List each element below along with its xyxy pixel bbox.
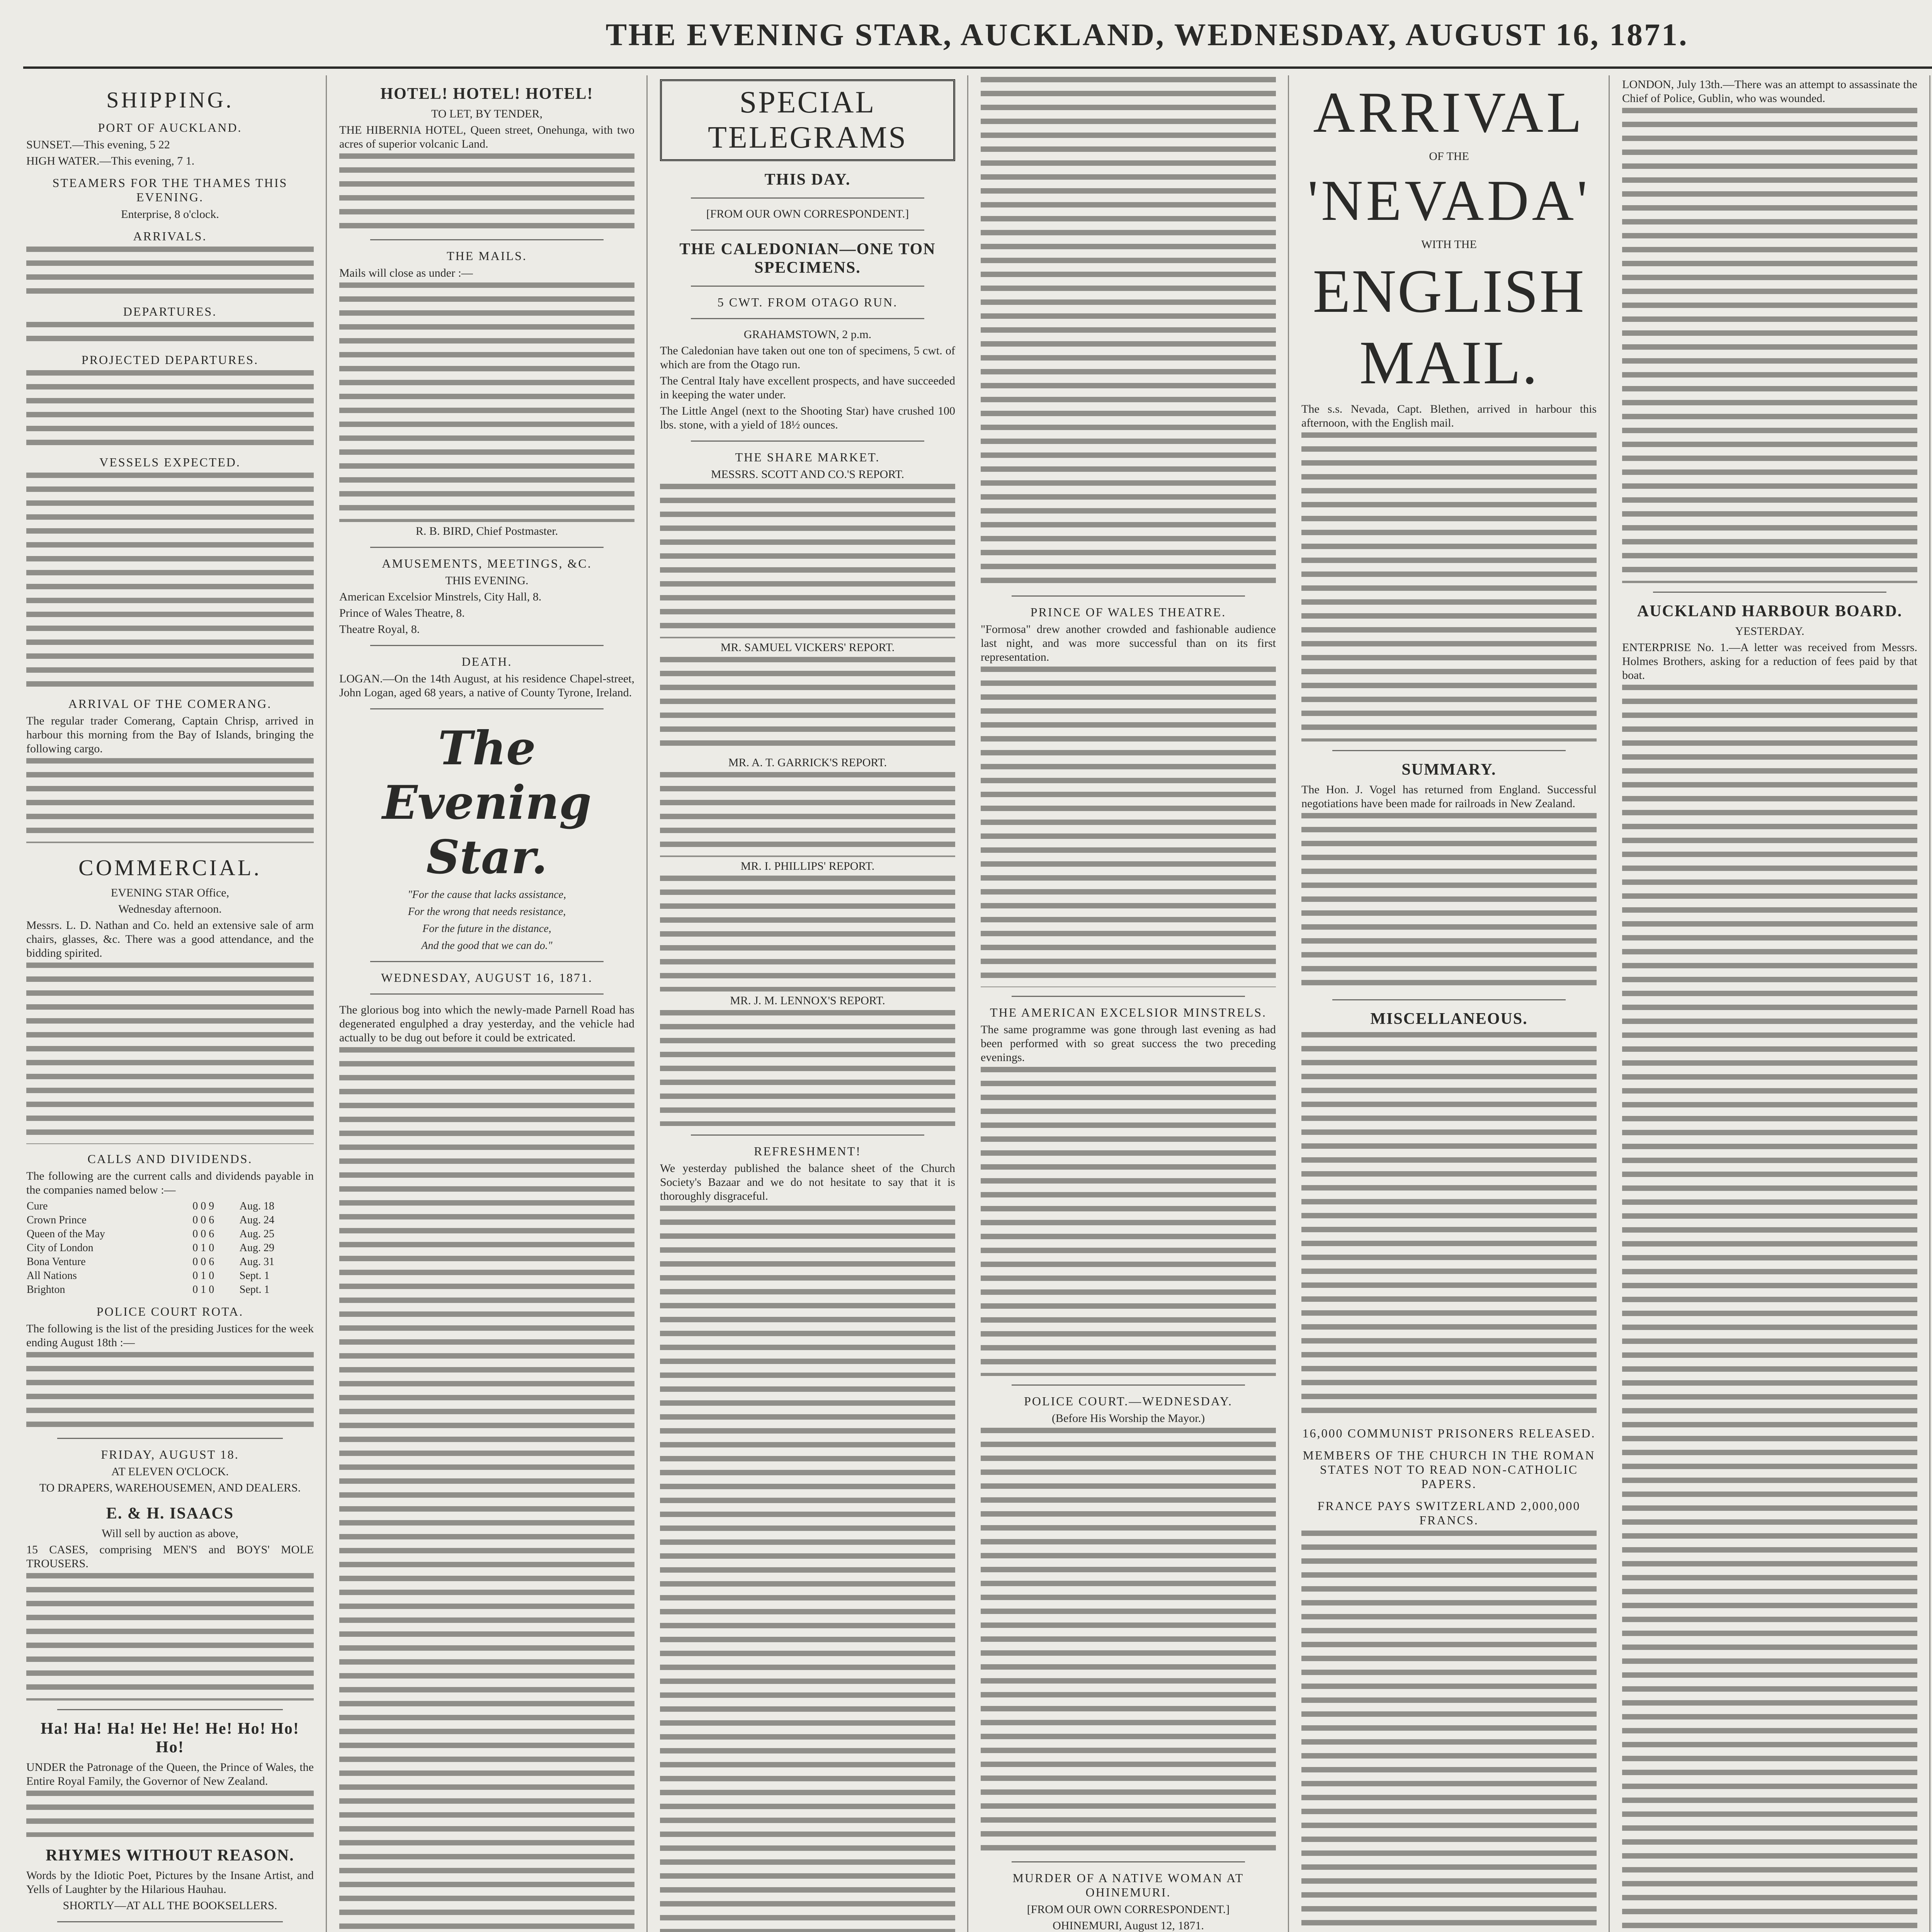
text-block (660, 657, 955, 753)
drapers-line: TO DRAPERS, WAREHOUSEMEN, AND DEALERS. (39, 1481, 301, 1494)
motto-line: "For the cause that lacks assistance, (408, 889, 566, 901)
harbour-text: ENTERPRISE No. 1.—A letter was received from Messrs. Holmes Brothers, asking for a reduction of fees paid by that boat. (1622, 641, 1917, 682)
text-block (26, 1791, 314, 1837)
divider (1653, 592, 1886, 593)
calls-table (26, 1199, 314, 1297)
nevada-title: 'NEVADA' (1308, 168, 1590, 233)
table-row: Crown Prince 0 0 6 Aug. 24 (27, 1214, 274, 1226)
france-pays-heading: FRANCE PAYS SWITZERLAND 2,000,000 FRANCS. (1317, 1499, 1581, 1527)
table-row: Brighton 0 1 0 Sept. 1 (27, 1284, 270, 1296)
column-rule (967, 75, 968, 1932)
divider (1012, 996, 1245, 997)
summary-text: The Hon. J. Vogel has returned from England. Successful negotiations have been made for railroads in New Zealand. (1301, 783, 1597, 810)
column-2 (328, 75, 645, 1932)
powt-text: "Formosa" drew another crowded and fashionable audience last night, and was more successful than on its first representation. (981, 623, 1276, 663)
divider (1012, 1861, 1245, 1862)
sunset: SUNSET.—This evening, 5 22 (26, 138, 170, 151)
divider (1332, 999, 1566, 1000)
powt-heading: PRINCE OF WALES THEATRE. (1030, 605, 1226, 619)
little-angel: The Little Angel (next to the Shooting Star) have crushed 100 lbs. stone, with a yield of 18½ ounces. (660, 405, 955, 431)
text-block (660, 1206, 955, 1932)
table-row: Queen of the May 0 0 6 Aug. 25 (27, 1228, 274, 1240)
text-block (26, 758, 314, 843)
eleven: AT ELEVEN O'CLOCK. (111, 1465, 229, 1478)
report-heading: MR. A. T. GARRICK'S REPORT. (728, 756, 887, 769)
rhymes-sub: Words by the Idiotic Poet, Pictures by the Insane Artist, and Yells of Laughter by the Hilarious Hauhau. (26, 1869, 314, 1896)
divider (1012, 1384, 1245, 1386)
comerang-heading: ARRIVAL OF THE COMERANG. (68, 697, 272, 711)
arrival-text: The s.s. Nevada, Capt. Blethen, arrived in harbour this afternoon, with the English mail. (1301, 403, 1597, 429)
police-court-heading: POLICE COURT.—WEDNESDAY. (1024, 1394, 1233, 1408)
commercial-text: Messrs. L. D. Nathan and Co. held an extensive sale of arm chairs, glasses, &c. There was a good attendance, and the bidding spirited. (26, 919, 314, 959)
report-heading: MR. SAMUEL VICKERS' REPORT. (720, 641, 895, 654)
motto-line: And the good that we can do." (421, 940, 553, 952)
arrivals-heading: ARRIVALS. (133, 229, 207, 243)
amusements-heading: AMUSEMENTS, MEETINGS, &C. (382, 556, 592, 570)
harbour-heading: AUCKLAND HARBOUR BOARD. (1637, 602, 1903, 620)
comerang-text: The regular trader Comerang, Captain Chrisp, arrived in harbour this morning from the Bay of Islands, bringing the following cargo. (26, 714, 314, 755)
paper-name: The Evening Star. (382, 721, 592, 884)
of-the: OF THE (1429, 150, 1469, 163)
text-block (1301, 813, 1597, 991)
divider (691, 1134, 924, 1136)
text-block (981, 1067, 1276, 1376)
text-block (660, 876, 955, 992)
column-rule (1288, 75, 1289, 1932)
church-heading: MEMBERS OF THE CHURCH IN THE ROMAN STATES NOT TO READ NON-CATHOLIC PAPERS. (1303, 1448, 1595, 1491)
text-block (1301, 432, 1597, 742)
murder-sub: [FROM OUR OWN CORRESPONDENT.] (1027, 1903, 1230, 1916)
divider (691, 230, 924, 231)
minstrels-heading: THE AMERICAN EXCELSIOR MINSTRELS. (990, 1005, 1267, 1019)
communist-heading: 16,000 COMMUNIST PRISONERS RELEASED. (1302, 1426, 1596, 1440)
report-heading: MR. I. PHILLIPS' REPORT. (740, 860, 875, 872)
central-italy: The Central Italy have excellent prospects, and have succeeded in keeping the water under. (660, 374, 955, 401)
text-block (26, 370, 314, 447)
haha-heading: Ha! Ha! Ha! He! He! He! Ho! Ho! Ho! (41, 1720, 299, 1756)
refreshment-text: We yesterday published the balance sheet of the Church Society's Bazaar and we do not hesitate to say that it is thoroughly disgraceful. (660, 1162, 955, 1202)
divider (370, 239, 604, 240)
text-block (26, 1352, 314, 1429)
masthead-rule (23, 66, 1932, 69)
column-rule (1929, 75, 1930, 1932)
column-rule (1609, 75, 1610, 1932)
postmaster: R. B. BIRD, Chief Postmaster. (415, 525, 558, 537)
commercial-office: EVENING STAR Office, (111, 886, 230, 899)
divider (691, 318, 924, 319)
amusement-item: Theatre Royal, 8. (339, 623, 420, 636)
table-row: Bona Venture 0 0 6 Aug. 31 (27, 1256, 274, 1268)
projected-heading: PROJECTED DEPARTURES. (81, 353, 259, 367)
text-block (981, 667, 1276, 987)
enterprise: Enterprise, 8 o'clock. (121, 208, 219, 221)
text-block (660, 1010, 955, 1126)
masthead-title: THE EVENING STAR, AUCKLAND, WEDNESDAY, AUGUST 16, 1871. (605, 17, 1689, 52)
high-water: HIGH WATER.—This evening, 7 1. (26, 155, 195, 167)
column-rule (646, 75, 648, 1932)
paper-date: WEDNESDAY, AUGUST 16, 1871. (381, 971, 593, 985)
report-heading: MR. J. M. LENNOX'S REPORT. (730, 994, 885, 1007)
text-block (26, 473, 314, 689)
this-evening: THIS EVENING. (445, 574, 529, 587)
let-by-tender: TO LET, BY TENDER, (431, 107, 543, 120)
steamers-heading: STEAMERS FOR THE THAMES THIS EVENING. (52, 176, 288, 204)
isaacs: E. & H. ISAACS (106, 1505, 234, 1522)
police-court-sub: (Before His Worship the Mayor.) (1051, 1412, 1205, 1425)
rhymes-heading: RHYMES WITHOUT REASON. (46, 1847, 294, 1864)
mails-heading: THE MAILS. (447, 249, 527, 263)
calls-intro: The following are the current calls and dividends payable in the companies named below :— (26, 1170, 314, 1196)
text-block (1301, 1531, 1597, 1932)
refreshment-heading: REFRESHMENT! (754, 1144, 861, 1158)
share-market-heading: THE SHARE MARKET. (735, 450, 880, 464)
commercial-heading: COMMERCIAL. (78, 855, 262, 880)
text-block (26, 963, 314, 1144)
police-rota-text: The following is the list of the presiding Justices for the week ending August 18th :— (26, 1322, 314, 1349)
divider (57, 1709, 283, 1710)
port-heading: PORT OF AUCKLAND. (98, 121, 242, 134)
text-block (26, 1573, 314, 1701)
divider (370, 961, 604, 962)
text-block (26, 247, 314, 297)
amusement-item: Prince of Wales Theatre, 8. (339, 607, 465, 619)
divider (370, 645, 604, 646)
column-6 (1611, 75, 1928, 1932)
text-block (660, 772, 955, 857)
column-rule (326, 75, 327, 1932)
amusement-item: American Excelsior Minstrels, City Hall, 8. (339, 590, 542, 603)
text-block (981, 77, 1276, 587)
friday-heading: FRIDAY, AUGUST 18. (101, 1447, 239, 1461)
divider (691, 286, 924, 287)
motto-line: For the wrong that needs resistance, (408, 906, 566, 918)
leader-text: The glorious bog into which the newly-made Parnell Road has degenerated engulphed a dray yesterday, and the vehicle had actually to be dug out before it could be extricated. (339, 1003, 634, 1044)
police-rota-heading: POLICE COURT ROTA. (96, 1304, 244, 1318)
special-telegrams-banner: SPECIAL TELEGRAMS (660, 79, 955, 161)
hotel-heading: HOTEL! HOTEL! HOTEL! (380, 85, 594, 103)
caledonian-heading: THE CALEDONIAN—ONE TON SPECIMENS. (679, 240, 936, 277)
calls-heading: CALLS AND DIVIDENDS. (87, 1152, 253, 1166)
text-block (1622, 685, 1917, 1932)
misc-heading: MISCELLANEOUS. (1370, 1010, 1528, 1028)
telegram-text: The Caledonian have taken out one ton of specimens, 5 cwt. of which are from the Otago run. (660, 344, 955, 371)
shortly: SHORTLY—AT ALL THE BOOKSELLERS. (63, 1899, 277, 1912)
departures-heading: DEPARTURES. (123, 304, 217, 318)
divider (370, 547, 604, 548)
divider (691, 440, 924, 442)
table-row: City of London 0 1 0 Aug. 29 (27, 1242, 274, 1254)
text-block (339, 282, 634, 522)
hotel-text: THE HIBERNIA HOTEL, Queen street, Onehunga, with two acres of superior volcanic Land. (339, 124, 634, 150)
murder-dateline: OHINEMURI, August 12, 1871. (1053, 1919, 1204, 1932)
divider (57, 1921, 283, 1922)
divider (1332, 750, 1566, 751)
with-the: WITH THE (1421, 238, 1477, 251)
divider (1012, 595, 1245, 597)
correspondent: [FROM OUR OWN CORRESPONDENT.] (706, 207, 909, 220)
divider (370, 993, 604, 995)
mails-text: Mails will close as under :— (339, 267, 473, 279)
grahamstown: GRAHAMSTOWN, 2 p.m. (743, 328, 872, 341)
harbour-sub: YESTERDAY. (1735, 625, 1804, 638)
cases: 15 CASES, comprising MEN'S and BOYS' MOLE TROUSERS. (26, 1543, 314, 1570)
isaacs-sub: Will sell by auction as above, (102, 1527, 238, 1540)
column-3 (649, 75, 966, 1932)
text-block (1301, 1032, 1597, 1418)
under-patronage: UNDER the Patronage of the Queen, the Prince of Wales, the Entire Royal Family, the Governor of New Zealand. (26, 1761, 314, 1787)
death-heading: DEATH. (461, 655, 512, 668)
table-row: All Nations 0 1 0 Sept. 1 (27, 1270, 270, 1282)
divider (370, 708, 604, 709)
minstrels-text: The same programme was gone through last evening as had been performed with so great success the two preceding evenings. (981, 1023, 1276, 1064)
cwt-heading: 5 CWT. FROM OTAGO RUN. (717, 295, 898, 309)
report-heading: MESSRS. SCOTT AND CO.'S REPORT. (711, 468, 905, 481)
column-1 (15, 75, 325, 1932)
murder-heading: MURDER OF A NATIVE WOMAN AT OHINEMURI. (1012, 1871, 1244, 1899)
london-text: LONDON, July 13th.—There was an attempt to assassinate the Chief of Police, Gublin, who was wounded. (1622, 78, 1917, 105)
commercial-date: Wednesday afternoon. (118, 903, 222, 915)
this-day: THIS DAY. (764, 171, 851, 189)
english-mail-title: ENGLISH MAIL. (1313, 257, 1585, 397)
text-block (660, 484, 955, 638)
summary-heading: SUMMARY. (1401, 761, 1497, 779)
table-row: Cure 0 0 9 Aug. 18 (27, 1200, 274, 1212)
text-block (339, 153, 634, 231)
text-block (26, 322, 314, 345)
column-5 (1291, 75, 1607, 1932)
arrival-title: ARRIVAL (1313, 80, 1585, 145)
motto-line: For the future in the distance, (422, 923, 551, 935)
expected-heading: VESSELS EXPECTED. (99, 455, 241, 469)
column-4 (970, 75, 1287, 1932)
divider (57, 1438, 283, 1439)
shipping-heading: SHIPPING. (106, 87, 234, 112)
text-block (339, 1047, 634, 1932)
text-block (981, 1428, 1276, 1853)
text-block (1622, 108, 1917, 583)
death-text: LOGAN.—On the 14th August, at his residence Chapel-street, John Logan, aged 68 years, a native of County Tyrone, Ireland. (339, 672, 634, 699)
divider (691, 197, 924, 199)
